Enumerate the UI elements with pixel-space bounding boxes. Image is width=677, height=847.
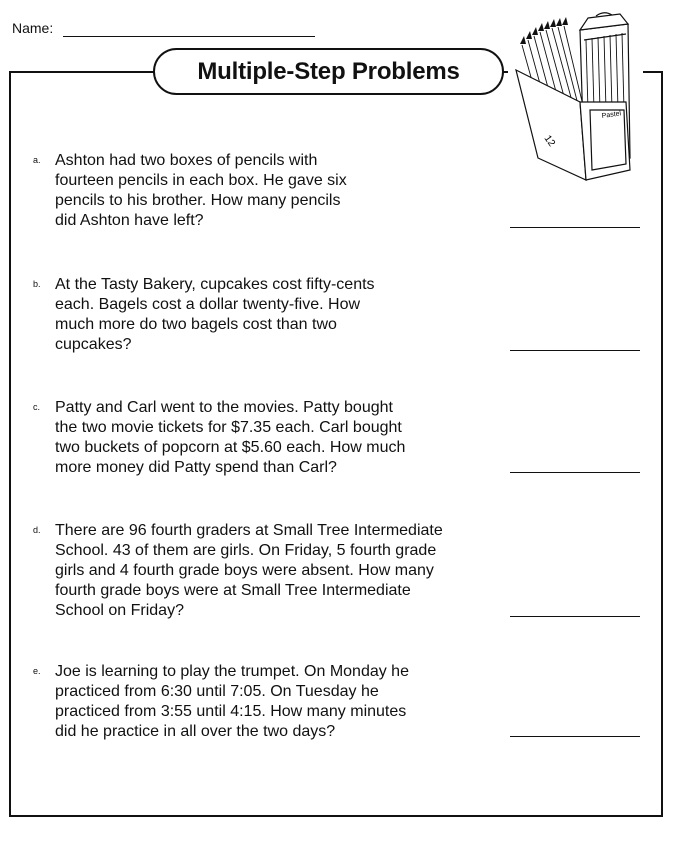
pencil-box-label: Pastel (601, 110, 622, 120)
problem-letter: d. (33, 525, 41, 535)
problem-letter: c. (33, 402, 41, 412)
title-banner (153, 48, 504, 95)
pencil-box-icon (508, 10, 643, 185)
problem-letter: a. (33, 155, 41, 165)
pencil-count-label: 12 (541, 133, 557, 149)
problem-text: Ashton had two boxes of pencils with fourteen pencils in each box. He gave six pencils to his brother. How many pencils did Ashton have left? (55, 152, 347, 229)
problem-letter: b. (33, 279, 41, 289)
problem-text: Patty and Carl went to the movies. Patty bought the two movie tickets for $7.35 each. Carl bought two buckets of popcorn at $5.60 each. How much more money did Patty spend than Carl? (55, 399, 406, 476)
name-blank-line[interactable] (63, 36, 315, 37)
problem-letter: e. (33, 666, 41, 676)
problem-text: Joe is learning to play the trumpet. On Monday he practiced from 6:30 until 7:05. On Tuesday he practiced from 3:55 until 4:15. How many minutes did he practice in all over the two days? (55, 663, 409, 740)
page-title: Multiple-Step Problems (197, 57, 460, 85)
answer-line-c[interactable] (510, 472, 640, 473)
answer-line-a[interactable] (510, 227, 640, 228)
answer-line-e[interactable] (510, 736, 640, 737)
problem-text: At the Tasty Bakery, cupcakes cost fifty-cents each. Bagels cost a dollar twenty-five. How much more do two bagels cost than two cupcakes? (55, 276, 375, 353)
problem-text: There are 96 fourth graders at Small Tree Intermediate School. 43 of them are girls. On Friday, 5 fourth grade girls and 4 fourth grade boys were absent. How many fourth grade boys were at Small Tree Intermediate School on Friday? (55, 522, 443, 619)
name-field[interactable] (12, 20, 53, 36)
answer-line-b[interactable] (510, 350, 640, 351)
answer-line-d[interactable] (510, 616, 640, 617)
name-label: Name: (12, 20, 54, 36)
